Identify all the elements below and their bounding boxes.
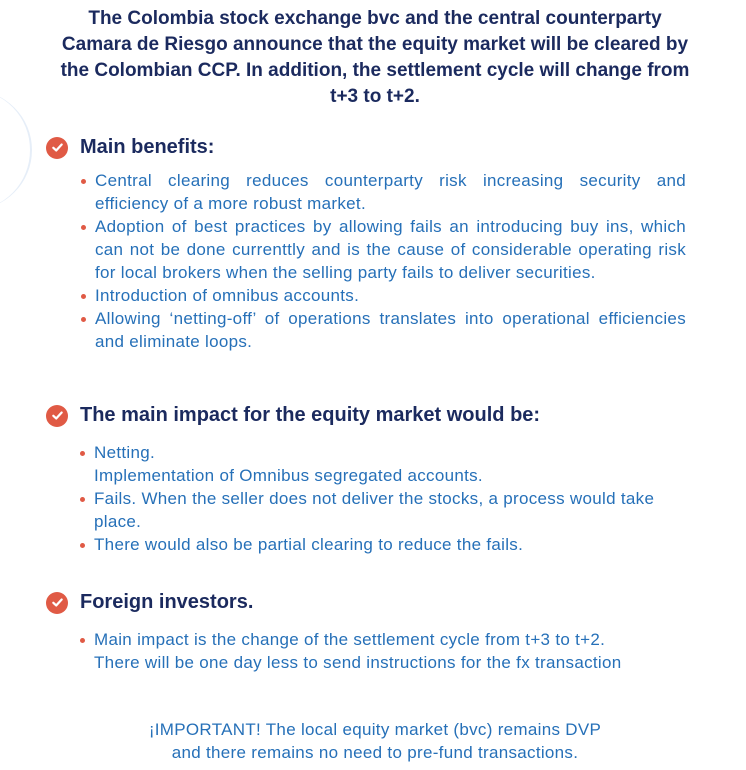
list-item: Introduction of omnibus accounts. xyxy=(81,284,686,307)
section-heading-text: The main impact for the equity market would be: xyxy=(80,404,541,426)
equity-impact-list xyxy=(80,441,670,556)
foreign-investors-list xyxy=(80,628,690,674)
bullet-dot xyxy=(80,543,85,548)
important-line-1: ¡IMPORTANT! The local equity market (bvc) remains DVP xyxy=(148,720,602,739)
list-item: Central clearing reduces counterparty risk increasing security and efficiency of a more robust market. xyxy=(81,169,686,215)
list-item: There would also be partial clearing to reduce the fails. xyxy=(80,533,670,556)
bullet-dot xyxy=(81,317,86,322)
bullet-dot xyxy=(81,179,86,184)
list-item: Fails. When the seller does not deliver the stocks, a process would take place. xyxy=(80,487,670,533)
bullet-dot xyxy=(80,497,85,502)
list-item: Allowing ‘netting-off’ of operations translates into operational efficiencies and eliminate loops. xyxy=(81,307,686,353)
netting-continuation: Implementation of Omnibus segregated accounts. xyxy=(94,466,483,485)
bullet-dot xyxy=(80,451,85,456)
section-heading-text: Main benefits: xyxy=(80,136,215,158)
bullet-dot xyxy=(80,638,85,643)
list-item: Netting. Implementation of Omnibus segregated accounts. xyxy=(80,441,670,487)
important-note xyxy=(80,718,670,764)
section-heading-foreign-investors xyxy=(46,591,253,614)
check-circle-icon xyxy=(46,405,68,427)
list-item: Main impact is the change of the settlement cycle from t+3 to t+2. There will be one day less to send instructions for the fx transaction xyxy=(80,628,690,674)
section-heading-equity-impact xyxy=(46,404,540,427)
list-item: Adoption of best practices by allowing fails an introducing buy ins, which can not be done currenttly and is the cause of considerable operating risk for local brokers when the selling party fails to deliver securities. xyxy=(81,215,686,284)
section-heading-main-benefits xyxy=(46,136,214,159)
important-line-2: and there remains no need to pre-fund transactions. xyxy=(171,743,579,762)
check-circle-icon xyxy=(46,137,68,159)
check-circle-icon xyxy=(46,592,68,614)
bullet-dot xyxy=(81,294,86,299)
bullet-dot xyxy=(81,225,86,230)
foreign-investors-continuation: There will be one day less to send instructions for the fx transaction xyxy=(94,653,622,672)
main-benefits-list xyxy=(81,169,686,353)
intro-paragraph: The Colombia stock exchange bvc and the central counterparty Camara de Riesgo announce that the equity market will be cleared by the Colombian CCP. In addition, the settlement cycle will change from t+3 to t+2. xyxy=(60,8,690,107)
decorative-arc xyxy=(0,90,32,210)
section-heading-text: Foreign investors. xyxy=(80,591,254,613)
